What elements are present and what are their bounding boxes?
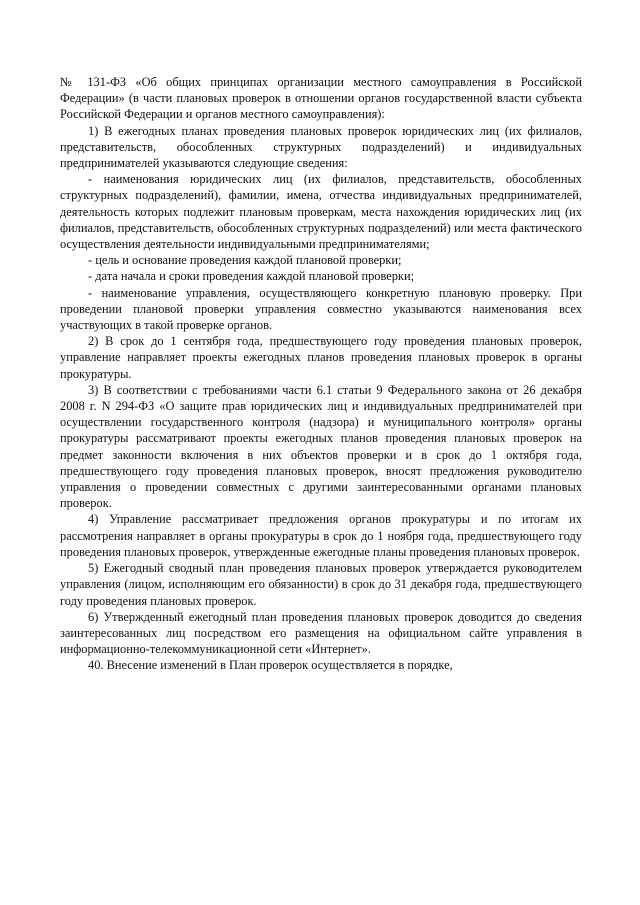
paragraph-bullet-names: - наименования юридических лиц (их филиалов, представительств, обособленных структурных подразделений), фамилии, имена, отчества индивидуальных предпринимателей, деятельность которых подлежит плановым проверкам, места нахождения юридических лиц (их филиалов, представительств, обособленных структурных подразделений) или места фактического осуществления деятельности индивидуальными предпринимателями;	[60, 172, 582, 252]
paragraph-item-1: 1) В ежегодных планах проведения плановых проверок юридических лиц (их филиалов, представительств, обособленных структурных подразделений) и индивидуальных предпринимателей указываются следующие сведения:	[60, 123, 582, 171]
paragraph-bullet-dates: - дата начала и сроки проведения каждой плановой проверки;	[88, 269, 415, 284]
paragraph-item-6: 6) Утвержденный ежегодный план проведения плановых проверок доводится до сведения заинтересованных лиц посредством его размещения на официальном сайте управления в информационно-телекоммуникационной сети «Интернет».	[60, 609, 582, 657]
paragraph-item-3: 3) В соответствии с требованиями части 6.1 статьи 9 Федерального закона от 26 декабря 2008 г. N 294-ФЗ «О защите прав юридических лиц и индивидуальных предпринимателей при осуществлении государственного контроля (надзора) и муниципального контроля» органы прокуратуры рассматривают проекты ежегодных планов проведения плановых проверок на предмет законности включения в них объектов проверки и в срок до 1 октября года, предшествующего году проведения плановых проверок, вносят предложения руководителю управления о проведении совместных с другими заинтересованными органами плановых проверок.	[60, 382, 582, 511]
paragraph-item-4: 4) Управление рассматривает предложения органов прокуратуры и по итогам их рассмотрения направляет в органы прокуратуры в срок до 1 ноября года, предшествующего году проведения плановых проверок, утвержденные ежегодные планы проведения плановых проверок.	[60, 512, 582, 559]
paragraph-item-5: 5) Ежегодный сводный план проведения плановых проверок утверждается руководителем управления (лицом, исполняющим его обязанности) в срок до 31 декабря года, предшествующего году проведения плановых проверок.	[60, 561, 582, 608]
paragraph-intro: № 131-ФЗ «Об общих принципах организации местного самоуправления в Российской Федерации» (в части плановых проверок в отношении органов государственной власти субъекта Российской Федерации и органов местного самоуправления):	[60, 75, 582, 122]
paragraph-bullet-department: - наименование управления, осуществляющего конкретную плановую проверку. При проведении плановой проверки управления совместно указываются наименования всех участвующих в такой проверке органов.	[60, 285, 582, 333]
paragraph-item-2: 2) В срок до 1 сентября года, предшествующего году проведения плановых проверок, управление направляет проекты ежегодных планов проведения плановых проверок в органы прокуратуры.	[60, 334, 582, 381]
paragraph-bullet-purpose: - цель и основание проведения каждой плановой проверки;	[88, 253, 402, 268]
paragraph-section-40: 40. Внесение изменений в План проверок осуществляется в порядке,	[88, 658, 453, 673]
